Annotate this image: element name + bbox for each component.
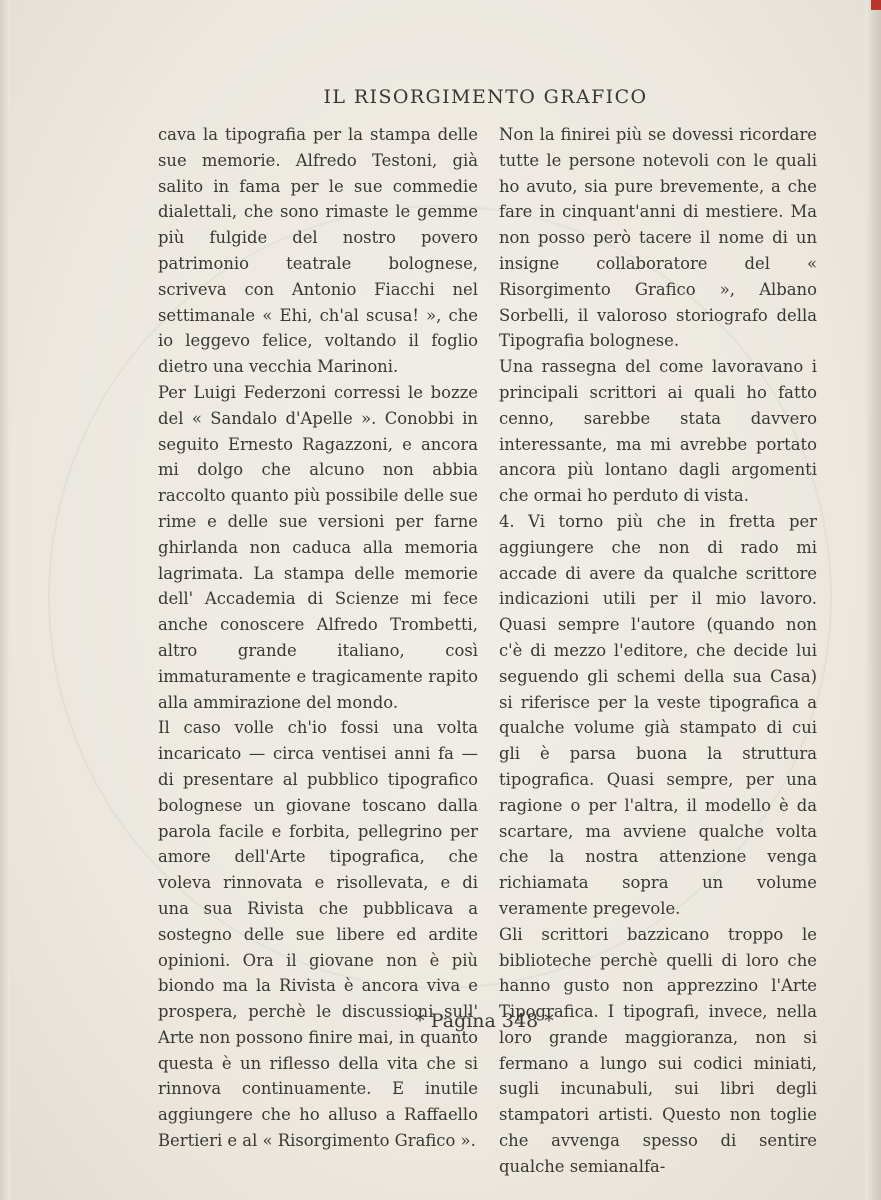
page-number: * Pagina 348 * (415, 1010, 554, 1032)
left-column (158, 122, 478, 1154)
paragraph: Per Luigi Federzoni corressi le bozze del « Sandalo d'Apelle ». Conobbi in seguito Ernesto Ragazzoni, e ancora mi dolgo che alcuno non abbia raccolto quanto più possibile delle sue rime e delle sue versioni per farne ghirlanda non caduca alla memoria lagrimata. La stampa delle memorie dell' Accademia di Scienze mi fece anche conoscere Alfredo Trombetti, altro grande italiano, così immaturamente e tragicamente rapito alla ammirazione del mondo. (158, 382, 478, 712)
paragraph: Una rassegna del come lavoravano i principali scrittori ai quali ho fatto cenno, sarebbe stata davvero interessante, ma mi avrebbe portato ancora più lontano dagli argomenti che ormai ho perduto di vista. (499, 357, 817, 506)
paragraph: cava la tipografia per la stampa delle sue memorie. Alfredo Testoni, già salito in fama per le sue commedie dialettali, che sono rimaste le gemme più fulgide del nostro povero patrimonio teatrale bolognese, scriveva con Antonio Fiacchi nel settimanale « Ehi, ch'al scusa! », che io leggevo felice, voltando il foglio dietro una vecchia Marinoni. (158, 125, 478, 377)
corner-marker (871, 0, 881, 10)
paragraph: Il caso volle ch'io fossi una volta incaricato — circa ventisei anni fa — di presentare al pubblico tipografico bolognese un giovane toscano dalla parola facile e forbita, pellegrino per amore dell'Arte tipografica, che voleva rinnovata e risollevata, e di una sua Rivista che pubblicava a sostegno delle sue libere ed ardite opinioni. Ora il giovane non è più biondo ma la Rivista è ancora viva e prospera, perchè le discussioni sull' Arte non possono finire mai, in quanto questa è un riflesso della vita che si rinnova continuamente. E inutile aggiungere che ho alluso a Raffaello Bertieri e al « Risorgimento Grafico ». (158, 718, 478, 1151)
paragraph: 4. Vi torno più che in fretta per aggiungere che non di rado mi accade di avere da qualche scrittore indicazioni utili per il mio lavoro. Quasi sempre l'autore (quando non c'è di mezzo l'editore, che decide lui seguendo gli schemi della sua Casa) si riferisce per la veste tipografica a qualche volume già stampato di cui gli è parsa buona la struttura tipografica. Quasi sempre, per una ragione o per l'altra, il modello è da scartare, ma avviene qualche volta che la nostra attenzione venga richiamata sopra un volume veramente pregevole. (499, 511, 817, 918)
running-header (0, 86, 881, 108)
page-footer (0, 1010, 881, 1032)
page-title: IL RISORGIMENTO GRAFICO (323, 86, 648, 108)
paragraph: Gli scrittori bazzicano troppo le biblioteche perchè quelli di loro che hanno gusto non apprezzino l'Arte Tipografica. I tipografi, invece, nella loro grande maggioranza, non si fermano a lungo sui codici miniati, sugli incunabuli, sui libri degli stampatori artisti. Questo non toglie che avvenga spesso di sentire qualche semianalfa- (499, 924, 817, 1176)
paragraph: Non la finirei più se dovessi ricordare tutte le persone notevoli con le quali ho avuto, sia pure brevemente, a che fare in cinquant'anni di mestiere. Ma non posso però tacere il nome di un insigne collaboratore del « Risorgimento Grafico », Albano Sorbelli, il valoroso storiografo della Tipografia bolognese. (499, 125, 817, 351)
